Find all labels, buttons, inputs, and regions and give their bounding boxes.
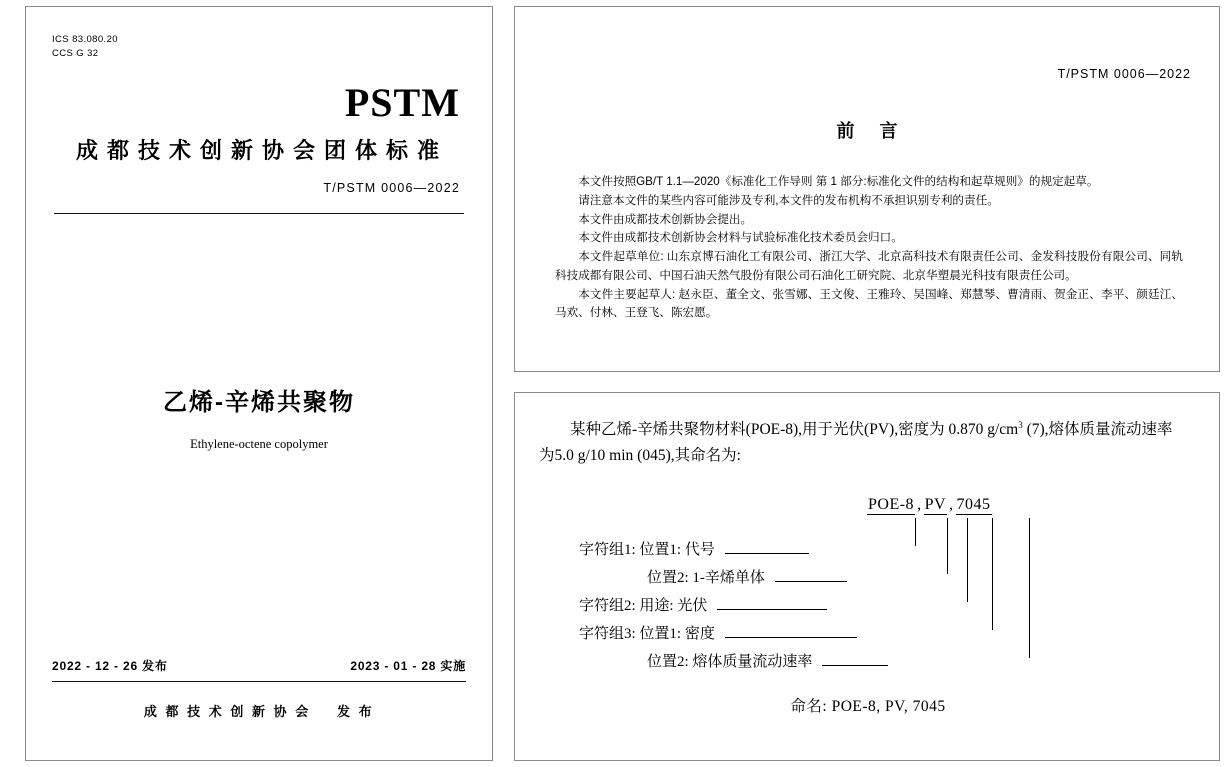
- foreword-page: [514, 6, 1220, 372]
- cover-ics: ICS 83.080.20: [52, 34, 118, 45]
- cover-standard-number: T/PSTM 0006—2022: [323, 180, 460, 195]
- legend-position: 位置1:: [639, 625, 682, 642]
- foreword-paragraph: 本文件由成都技术创新协会提出。: [578, 212, 753, 226]
- connector-line-seg1: [915, 518, 916, 546]
- legend-meaning: 光伏: [677, 597, 708, 614]
- naming-code-segment-3: 7045: [956, 495, 991, 513]
- example-paragraph-part1: 某种乙烯-辛烯共聚物材料(POE-8),用于光伏(PV),密度为 0.870 g/cm: [570, 421, 1019, 438]
- naming-result: 命名: POE-8, PV, 7045: [790, 697, 946, 715]
- legend-meaning: 密度: [684, 625, 715, 642]
- legend-group: 字符组1:: [579, 541, 636, 558]
- cover-bottom-divider: [52, 681, 466, 682]
- legend-row: [579, 622, 857, 643]
- legend-meaning: 熔体质量流动速率: [692, 653, 813, 670]
- connector-line-seg3a: [992, 518, 993, 630]
- foreword-paragraph: 本文件按照GB/T 1.1—2020《标准化工作导则 第 1 部分:标准化文件的结构和起草规则》的规定起草。: [578, 175, 1099, 188]
- cover-issue-date: 2022 - 12 - 26 发布: [52, 659, 168, 673]
- cover-organization: 成都技术创新协会团体标准: [75, 137, 448, 163]
- example-paragraph-part1b: (7),熔体质量流动速率: [1022, 421, 1173, 438]
- foreword-body: [543, 173, 1191, 323]
- cover-publisher-line: [26, 701, 492, 720]
- naming-code: [867, 496, 992, 514]
- cover-divider: [54, 213, 464, 214]
- legend-row: [579, 538, 809, 559]
- legend-group: 字符组2:: [579, 597, 636, 614]
- connector-line-seg1b: [947, 518, 948, 574]
- cover-publisher: 成 都 技 术 创 新 协 会: [143, 704, 311, 719]
- example-superscript: 3: [1018, 419, 1023, 430]
- naming-code-separator-2: ,: [949, 495, 954, 513]
- cover-page: [25, 6, 493, 761]
- legend-row: [647, 566, 847, 587]
- legend-row: [647, 650, 888, 671]
- naming-example-page: [514, 392, 1220, 761]
- naming-code-segment-2: PV: [924, 495, 947, 513]
- foreword-title: 前 言: [836, 121, 908, 141]
- cover-ics-block: [52, 33, 466, 61]
- foreword-header-standard-number: T/PSTM 0006—2022: [1057, 67, 1191, 81]
- naming-code-segment-1: POE-8: [868, 495, 915, 513]
- naming-diagram: [537, 492, 1199, 722]
- legend-position: 用途:: [639, 597, 674, 614]
- connector-line-seg2: [967, 518, 968, 602]
- leader-line: [725, 544, 809, 554]
- leader-line: [822, 656, 888, 666]
- cover-title-english: Ethylene-octene copolymer: [190, 436, 328, 451]
- cover-dates: [52, 657, 466, 674]
- legend-position: 位置1:: [639, 541, 682, 558]
- leader-line: [717, 600, 827, 610]
- foreword-paragraph: 本文件由成都技术创新协会材料与试验标准化技术委员会归口。: [578, 231, 903, 245]
- legend-meaning: 代号: [684, 541, 715, 558]
- foreword-paragraph: 本文件起草单位: 山东京博石油化工有限公司、浙江大学、北京高科技术有限责任公司、金发科技股份有限公司、同轨科技成都有限公司、中国石油天然气股份有限公司石油化工研究院、北京华塑晨光科技有限责任公司。: [555, 250, 1183, 282]
- cover-effective-date: 2023 - 01 - 28 实施: [350, 659, 466, 673]
- legend-meaning: 1-辛烯单体: [692, 569, 765, 586]
- leader-line: [775, 572, 847, 582]
- cover-title-chinese: 乙烯-辛烯共聚物: [163, 388, 355, 416]
- foreword-paragraph: 本文件主要起草人: 赵永臣、董全文、张雪娜、王文俊、王雅玲、吴国峰、郑慧琴、曹清雨、贺金正、李平、颜廷江、马欢、付林、王登飞、陈宏愿。: [555, 287, 1183, 320]
- legend-position: 位置2:: [647, 569, 689, 586]
- example-paragraph-part2: 为5.0 g/10 min (045),其命名为:: [539, 447, 741, 465]
- connector-line-seg3b: [1029, 518, 1030, 658]
- example-paragraph: [539, 417, 1195, 470]
- legend-group: 字符组3:: [579, 625, 636, 642]
- leader-line: [725, 628, 857, 638]
- legend-row: [579, 594, 827, 615]
- pstm-logo: PSTM: [344, 79, 460, 125]
- legend-position: 位置2:: [647, 653, 689, 670]
- cover-ccs: CCS G 32: [52, 47, 99, 59]
- naming-code-separator-1: ,: [917, 495, 922, 513]
- foreword-paragraph: 请注意本文件的某些内容可能涉及专利,本文件的发布机构不承担识别专利的责任。: [578, 193, 999, 207]
- cover-publisher-action: 发 布: [336, 704, 375, 719]
